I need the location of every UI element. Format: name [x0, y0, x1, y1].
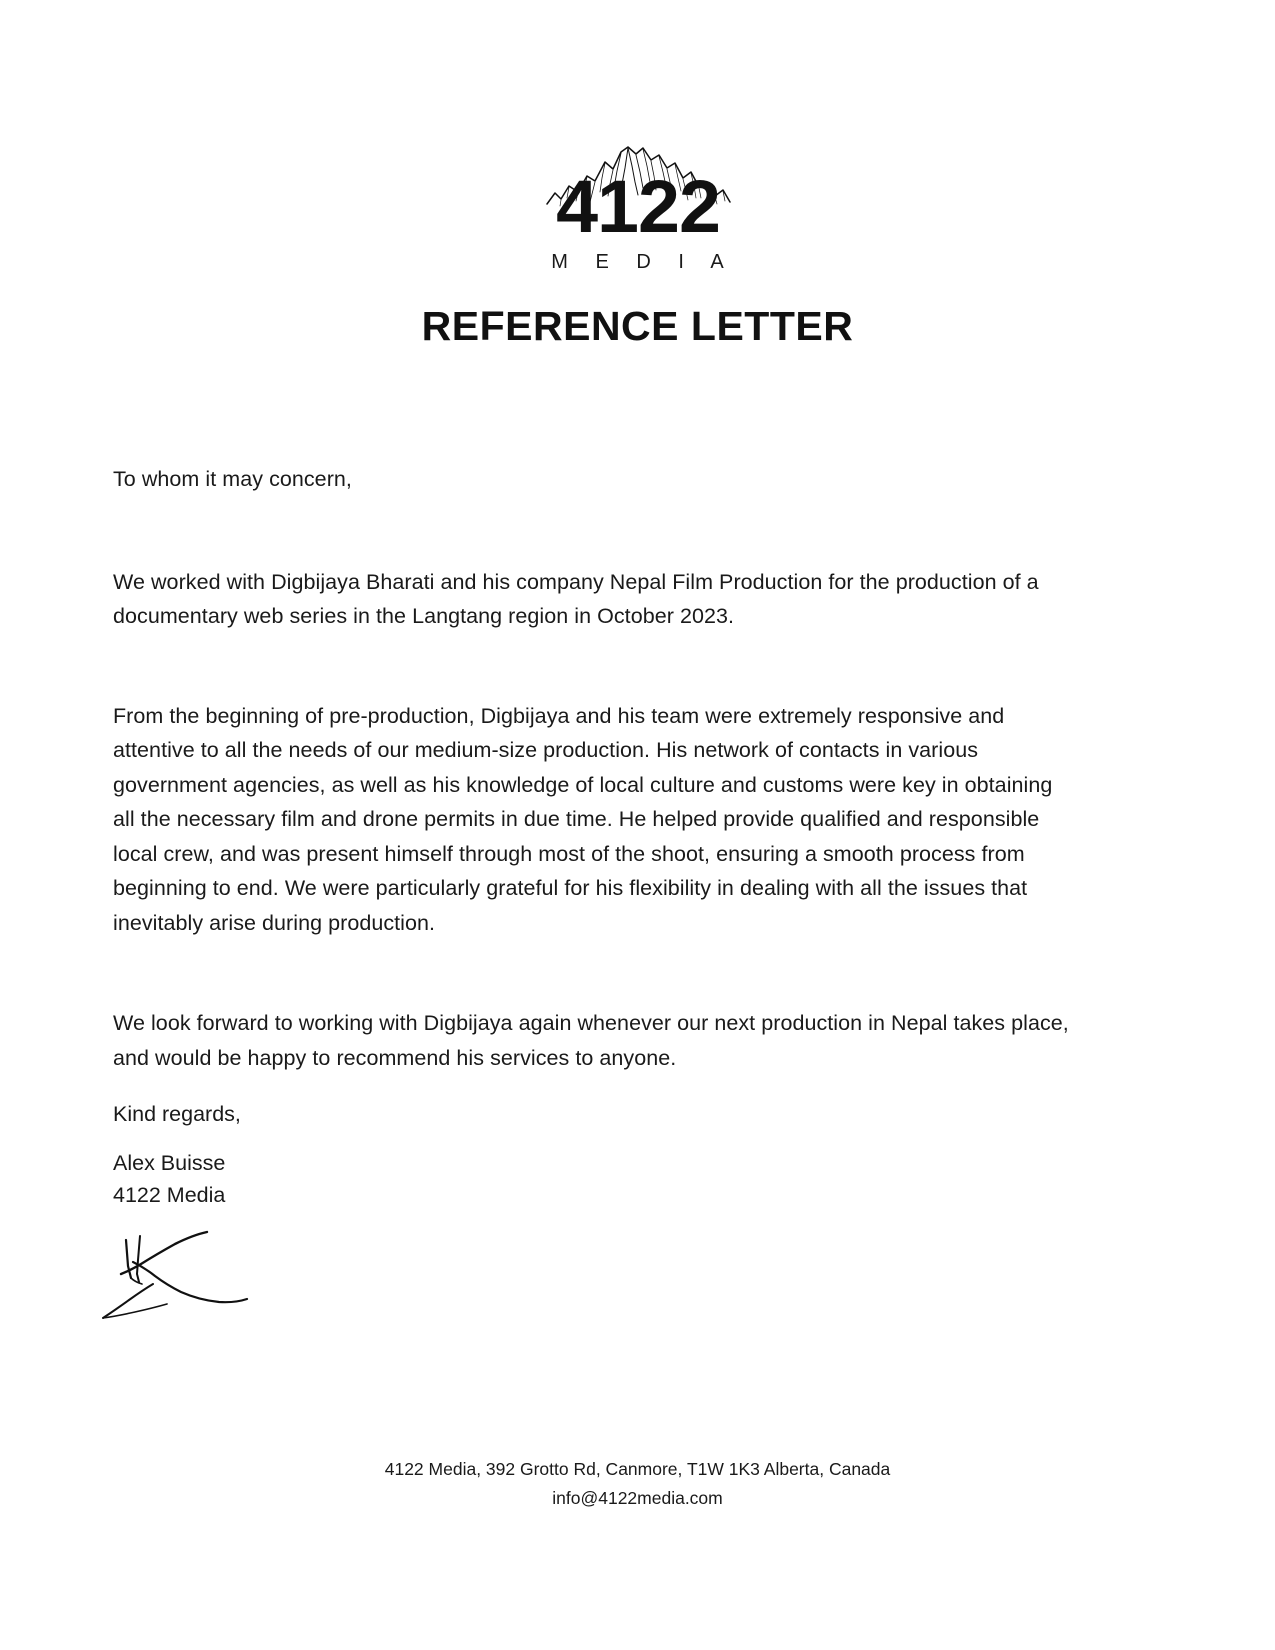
footer-address: 4122 Media, 392 Grotto Rd, Canmore, T1W 1K3 Alberta, Canada [384, 1459, 891, 1479]
signoff-name: Alex Buisse [113, 1151, 226, 1175]
logo-subtitle: M E D I A [551, 251, 735, 273]
letter-body [113, 462, 1071, 1075]
handwritten-signature-icon [95, 1222, 295, 1332]
paragraph-main: From the beginning of pre-production, Digbijaya and his team were extremely responsive and attentive to all the needs of our medium-size production. His network of contacts in various government agencies, as well as his knowledge of local culture and customs were key in obtaining all the necessary film and drone permits in due time. He helped provide qualified and responsible local crew, and was present himself through most of the shoot, ensuring a smooth process from beginning to end. We were particularly grateful for his flexibility in dealing with all the issues that inevitably arise during production. [113, 703, 1053, 935]
paragraph-close: We look forward to working with Digbijaya again whenever our next production in Nepal takes place, and would be happy to recommend his services to anyone. [113, 1011, 1069, 1070]
logo-wordmark: 4122 [555, 165, 720, 248]
company-logo [0, 138, 1275, 274]
paragraph-intro: We worked with Digbijaya Bharati and his company Nepal Film Production for the production of a documentary web series in the Langtang region in October 2023. [113, 569, 1039, 628]
page-footer [0, 1455, 1275, 1513]
signoff-block [113, 1098, 713, 1211]
footer-email: info@4122media.com [552, 1488, 723, 1508]
mountain-icon [533, 138, 743, 250]
signoff-regards: Kind regards, [113, 1102, 241, 1126]
salutation: To whom it may concern, [113, 467, 352, 491]
signoff-company: 4122 Media [113, 1183, 226, 1207]
page-title: REFERENCE LETTER [421, 303, 854, 349]
